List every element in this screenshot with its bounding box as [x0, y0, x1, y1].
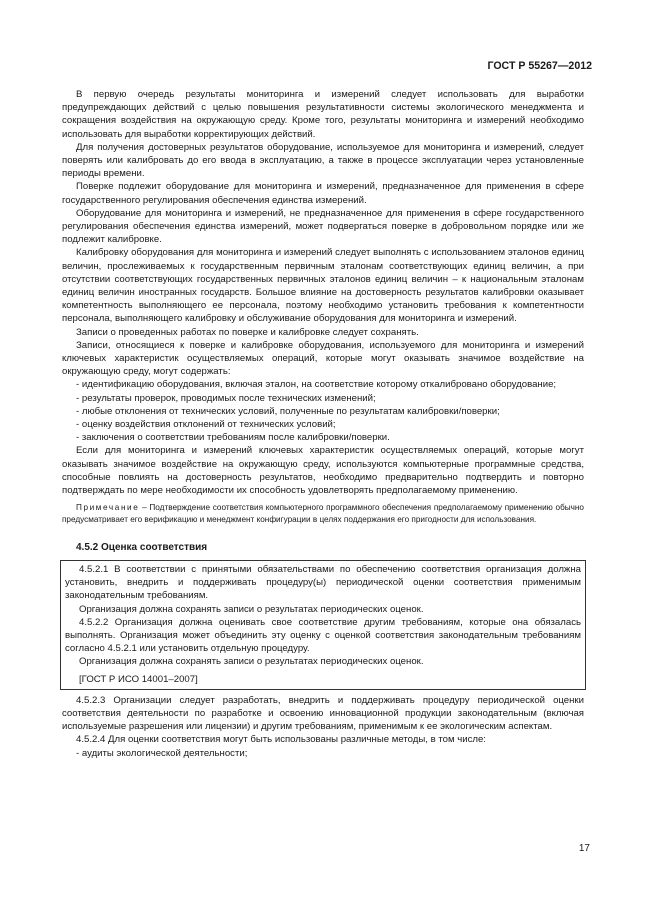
- paragraph: Записи, относящиеся к поверке и калибровке оборудования, используемого для мониторинга и измерений ключевых характеристик осуществляемых операций, которые могут оказывать значимое воздействие на окружающую среду, могут содержать:: [62, 339, 584, 378]
- box-paragraph: Организация должна сохранять записи о результатах периодических оценок.: [79, 603, 424, 615]
- list-item: - любые отклонения от технических условий, полученные по результатам калибровки/поверки;: [76, 405, 500, 417]
- paragraph: 4.5.2.4 Для оценки соответствия могут быть использованы различные методы, в том числе:: [76, 734, 486, 746]
- note-label: Примечание: [76, 503, 140, 513]
- list-item: - оценку воздействия отклонений от технических условий;: [76, 419, 336, 431]
- paragraph: Если для мониторинга и измерений ключевых характеристик осуществляемых операций, которые могут оказывать значимое воздействие на окружающую среду, используются компьютерные программные средства, способные повлиять на достоверность результатов, необходимо предварительно подтвердить и повторно подтверждать по мере необходимости их способность удовлетворять предполагаемому применению.: [62, 445, 584, 497]
- list-item: - заключения о соответствии требованиям после калибровки/поверки.: [76, 432, 390, 444]
- box-paragraph: Организация должна сохранять записи о результатах периодических оценок.: [79, 656, 424, 668]
- list-item: - результаты проверок, проводимых после технических изменений;: [76, 392, 376, 404]
- list-item: - аудиты экологической деятельности;: [76, 747, 248, 759]
- paragraph: Калибровку оборудования для мониторинга и измерений следует выполнять с использованием эталонов единиц величин, прослеживаемых к государственным первичным эталонам соответствующих единиц величин, а при отсутствии соответствующих государственных первичных эталонов единиц величин – к национальным эталонам единиц величин иностранных государств. Большое влияние на достоверность результатов калибровки оказывает компетентность выполняющего ее персонала, поэтому необходимо установить требования к компетентности персонала, выполняющего калибровку и обслуживание оборудования для мониторинга и измерений.: [62, 247, 584, 325]
- box-paragraph: 4.5.2.2 Организация должна оценивать свое соответствие другим требованиям, которые она обязалась выполнять. Организация может объединить эту оценку с оценкой соответствия законодательным требованиям согласно 4.5.2.1 или установить отдельную процедуру.: [65, 616, 581, 655]
- page-content: [62, 88, 584, 760]
- document-header: ГОСТ Р 55267—2012: [487, 60, 592, 72]
- paragraph: Для получения достоверных результатов оборудование, используемое для мониторинга и измерений, следует поверять или калибровать до его ввода в эксплуатацию, а также в процессе эксплуатации через установленные периоды времени.: [62, 141, 584, 180]
- standard-reference: [ГОСТ Р ИСО 14001–2007]: [79, 673, 198, 685]
- section-heading: 4.5.2 Оценка соответствия: [76, 541, 208, 553]
- quoted-standard-box: [60, 560, 586, 690]
- box-paragraph: 4.5.2.1 В соответствии с принятыми обязательствами по обеспечению соответствия организация должна установить, внедрить и поддерживать процедуру(ы) периодической оценки соответствия применимым законодательным требованиям.: [65, 563, 581, 602]
- paragraph: Оборудование для мониторинга и измерений, не предназначенное для применения в сфере государственного регулирования обеспечения единства измерений, может подвергаться поверке в добровольном порядке или же подлежит калибровке.: [62, 207, 584, 246]
- paragraph: Записи о проведенных работах по поверке и калибровке следует сохранять.: [76, 326, 419, 338]
- paragraph: В первую очередь результаты мониторинга и измерений следует использовать для выработки предупреждающих действий с целью повышения результативности системы экологического менеджмента и сокращения воздействия на окружающую среду. Кроме того, результаты мониторинга и измерений необходимо использовать для выработки корректирующих действий.: [62, 89, 584, 140]
- note-text: – Подтверждение соответствия компьютерного программного обеспечения предполагаемому применению обычно предусматривает его верификацию и менеджмент конфигурации в целях поддержания его пригодности для использования.: [62, 503, 584, 524]
- list-item: - идентификацию оборудования, включая эталон, на соответствие которому откалибровано оборудование;: [76, 379, 557, 391]
- note: [62, 502, 584, 524]
- page-number: 17: [578, 843, 590, 854]
- paragraph: 4.5.2.3 Организации следует разработать, внедрить и поддерживать процедуру периодической оценки соответствия деятельности по разработке и освоению инновационной продукции законодательным (включая используемые разрешения или лицензии) и другим требованиям, применимым к ее экологическим аспектам.: [62, 694, 584, 733]
- paragraph: Поверке подлежит оборудование для мониторинга и измерений, предназначенное для применения в сфере государственного регулирования обеспечения единства измерений.: [62, 181, 584, 206]
